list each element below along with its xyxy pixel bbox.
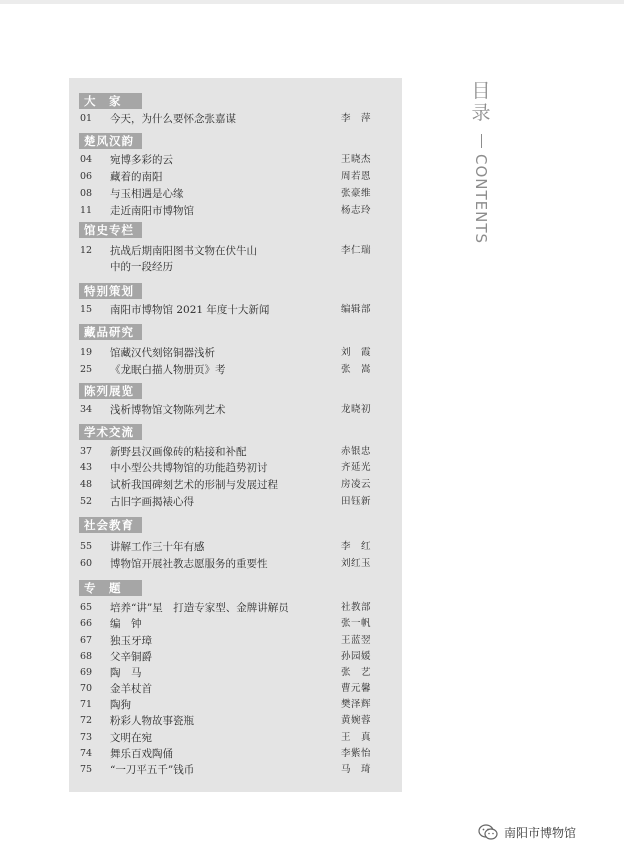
entry-page-number: 60 [80,558,93,569]
entry-page-number: 15 [80,304,93,315]
top-rule [0,0,624,4]
section-header: 大 家 [79,93,142,109]
toc-entry [0,244,400,273]
toc-entry [0,540,400,554]
entry-title: 陶 马 [110,667,142,679]
toc-entry [0,363,400,377]
wechat-icon [478,824,498,841]
toc-entry [0,303,400,317]
section-header: 专 题 [79,580,142,596]
entry-title: 独玉牙璋 [110,635,152,647]
entry-author: 李 红 [341,541,372,552]
entry-author: 黄婉蓉 [341,715,372,726]
entry-page-number: 12 [80,245,93,256]
toc-entry [0,204,400,218]
entry-page-number: 19 [80,347,93,358]
entry-page-number: 65 [80,602,93,613]
entry-author: 樊泽辉 [341,699,372,710]
entry-author: 房凌云 [341,479,372,490]
section-header: 陈列展览 [79,383,142,399]
entry-title: 浅析博物馆文物陈列艺术 [110,404,226,416]
toc-entry [0,495,400,509]
entry-title: 培养“讲”星 打造专家型、金牌讲解员 [110,602,289,614]
entry-author: 周若恩 [341,171,372,182]
entry-title: 南阳市博物馆 2021 年度十大新闻 [110,304,270,316]
entry-page-number: 69 [80,667,93,678]
toc-entry [0,153,400,167]
entry-title: 博物馆开展社教志愿服务的重要性 [110,558,268,570]
section-header: 馆史专栏 [79,222,142,238]
entry-page-number: 08 [80,188,93,199]
entry-title: 舞乐百戏陶俑 [110,748,173,760]
entry-title: 粉彩人物故事瓷瓶 [110,715,194,727]
entry-author: 刘 霞 [341,347,372,358]
toc-entry [0,634,400,648]
entry-page-number: 25 [80,364,93,375]
entry-author: 社教部 [341,602,372,613]
entry-page-number: 06 [80,171,93,182]
entry-title: 试析我国碑刻艺术的形制与发展过程 [110,479,278,491]
toc-entry [0,617,400,631]
toc-entry [0,763,400,777]
entry-page-number: 48 [80,479,93,490]
entry-page-number: 66 [80,618,93,629]
entry-page-number: 37 [80,446,93,457]
entry-title: 抗战后期南阳图书文物在伏牛山 [110,245,257,257]
entry-author: 龙晓初 [341,404,372,415]
entry-title: 古旧字画揭裱心得 [110,496,194,508]
entry-page-number: 73 [80,732,93,743]
entry-title: 宛博多彩的云 [110,154,173,166]
entry-page-number: 01 [80,113,93,124]
entry-author: 刘红玉 [341,558,372,569]
toc-entry [0,170,400,184]
entry-author: 王晓杰 [341,154,372,165]
entry-title: 新野县汉画像砖的粘接和补配 [110,446,247,458]
entry-page-number: 52 [80,496,93,507]
contents-side-title [470,80,492,244]
entry-author: 张一帆 [341,618,372,629]
entry-page-number: 72 [80,715,93,726]
section-header: 特别策划 [79,283,142,299]
toc-entry [0,187,400,201]
toc-entry [0,666,400,680]
toc-entry [0,478,400,492]
entry-page-number: 34 [80,404,93,415]
entry-author: 杨志玲 [341,205,372,216]
entry-author: 齐延光 [341,462,372,473]
entry-author: 李 萍 [341,113,372,124]
section-header: 藏品研究 [79,324,142,340]
entry-author: 王蓝翌 [341,635,372,646]
side-title-en: CONTENTS [472,154,490,245]
toc-entry [0,112,400,126]
wechat-watermark [478,822,576,842]
entry-title: 文明在宛 [110,732,152,744]
entry-title: 走近南阳市博物馆 [110,205,194,217]
entry-page-number: 71 [80,699,93,710]
entry-author: 田钰新 [341,496,372,507]
entry-page-number: 75 [80,764,93,775]
entry-page-number: 68 [80,651,93,662]
entry-title: 金羊杖首 [110,683,152,695]
entry-author: 马 琦 [341,764,372,775]
entry-page-number: 74 [80,748,93,759]
entry-author: 王 真 [341,732,372,743]
entry-author: 曹元馨 [341,683,372,694]
entry-author: 编辑部 [341,304,372,315]
watermark-label: 南阳市博物馆 [504,825,577,840]
entry-page-number: 43 [80,462,93,473]
toc-entry [0,557,400,571]
entry-page-number: 67 [80,635,93,646]
entry-title: 讲解工作三十年有感 [110,541,205,553]
entry-title: 藏着的南阳 [110,171,163,183]
section-header: 楚风汉韵 [79,133,142,149]
entry-page-number: 70 [80,683,93,694]
entry-page-number: 04 [80,154,93,165]
toc-entry [0,601,400,615]
entry-title-continued: 中的一段经历 [110,261,173,273]
entry-title: 中小型公共博物馆的功能趋势初讨 [110,462,268,474]
entry-title: 今天，为什么要怀念张嘉谋 [110,113,236,125]
entry-title: “一刀平五千”钱币 [110,764,195,776]
entry-page-number: 11 [80,205,93,216]
section-header: 社会教育 [79,517,142,533]
toc-entry [0,698,400,712]
entry-title: 陶狗 [110,699,131,711]
toc-entry [0,714,400,728]
toc-entry [0,731,400,745]
entry-author: 赤银忠 [341,446,372,457]
toc-entry [0,650,400,664]
toc-entry [0,461,400,475]
entry-author: 张 艺 [341,667,372,678]
entry-title: 编 钟 [110,618,142,630]
entry-author: 李紫怡 [341,748,372,759]
section-header: 学术交流 [79,424,142,440]
entry-author: 张 嵩 [341,364,372,375]
toc-entry [0,445,400,459]
entry-author: 张豪维 [341,188,372,199]
toc-entry [0,403,400,417]
entry-author: 孙园媛 [341,651,372,662]
toc-entry [0,682,400,696]
side-title-divider [481,134,482,148]
entry-title: 父辛铜爵 [110,651,152,663]
entry-title: 馆藏汉代刻铭铜器浅析 [110,347,215,359]
toc-entry [0,346,400,360]
entry-title: 《龙眠白描人物册页》考 [110,364,226,376]
entry-author: 李仁瑞 [341,245,372,256]
toc-entry [0,747,400,761]
entry-page-number: 55 [80,541,93,552]
entry-title: 与玉相遇是心缘 [110,188,184,200]
side-title-zh: 目录 [471,80,491,124]
